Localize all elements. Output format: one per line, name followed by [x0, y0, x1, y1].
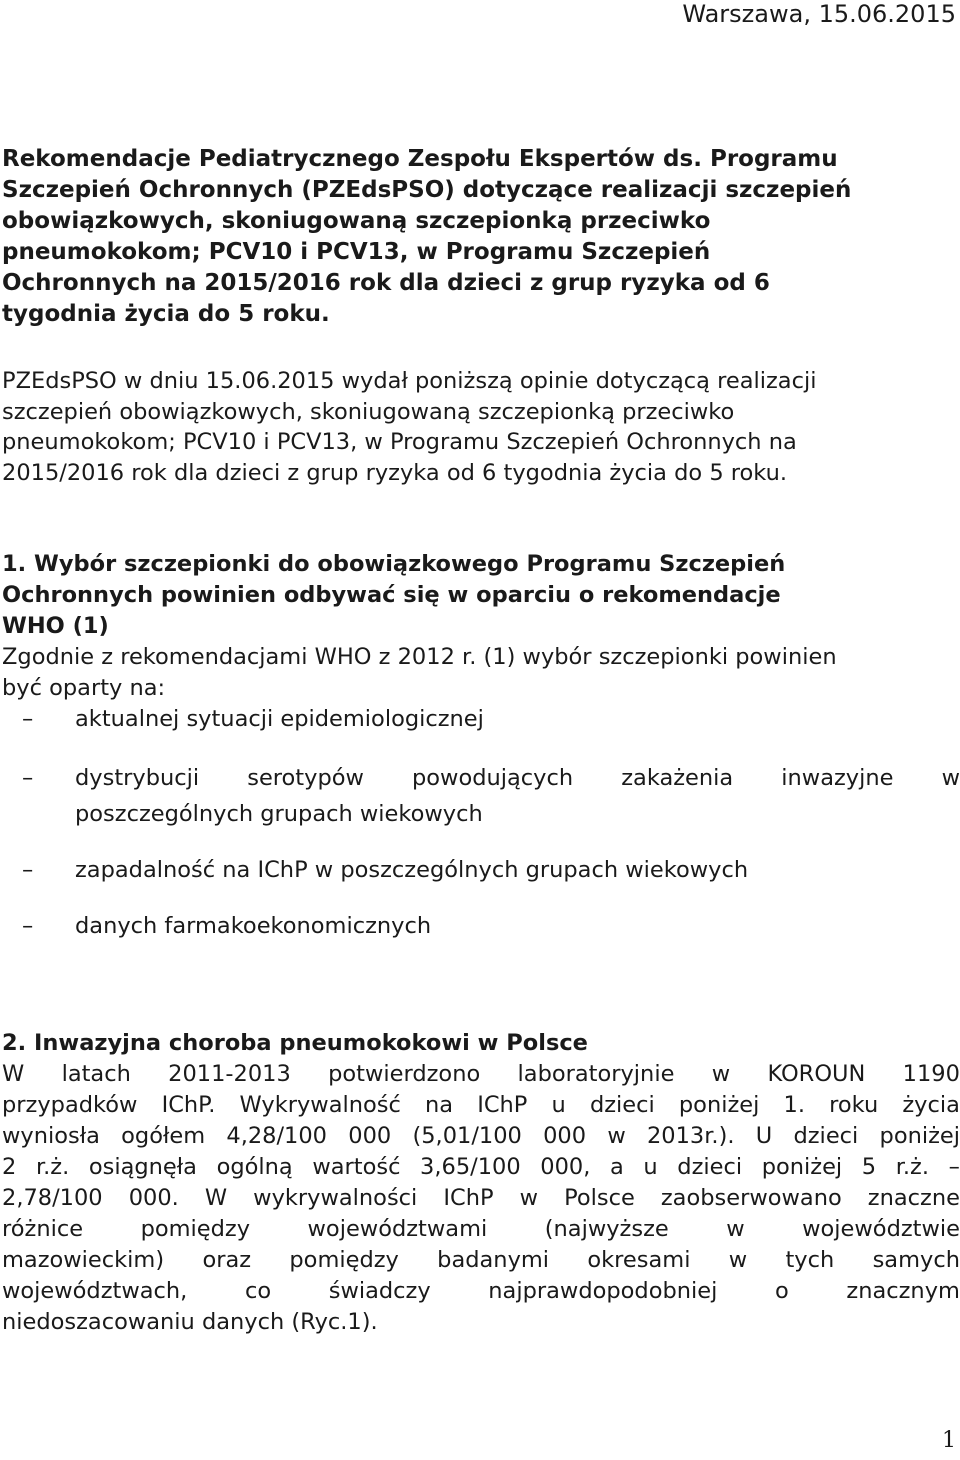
word: województwie: [802, 1216, 960, 1242]
paragraph-line: [2, 1059, 960, 1090]
word: zaobserwowano: [660, 1185, 842, 1211]
section-1-body-line: Zgodnie z rekomendacjami WHO z 2012 r. (1) wybór szczepionki powinien: [2, 644, 837, 670]
section-1-heading: [2, 549, 960, 642]
word: 000,: [540, 1154, 591, 1180]
word: 1.: [783, 1092, 805, 1118]
title-line: Szczepień Ochronnych (PZEdsPSO) dotyczące realizacji szczepień: [2, 177, 852, 203]
word: różnice: [2, 1216, 84, 1242]
word: u: [643, 1154, 658, 1180]
word: osiągnęła: [88, 1154, 197, 1180]
word: 000: [543, 1123, 587, 1149]
section-2-heading-text: 2. Inwazyjna choroba pneumokokowi w Polsce: [2, 1030, 588, 1056]
paragraph-line: [2, 1214, 960, 1245]
word: r.ż.: [895, 1154, 930, 1180]
word: najprawdopodobniej: [488, 1278, 718, 1304]
word: IChP: [477, 1092, 528, 1118]
word: W: [204, 1185, 228, 1211]
word: U: [755, 1123, 773, 1149]
paragraph-line: [2, 1183, 960, 1214]
word: 1190: [902, 1061, 960, 1087]
section-1-heading-line: Ochronnych powinien odbywać się w oparciu o rekomendacje: [2, 582, 781, 608]
intro-line: PZEdsPSO w dniu 15.06.2015 wydał poniższą opinie dotyczącą realizacji: [2, 368, 817, 394]
section-1-body: [2, 642, 960, 704]
word: wartość: [312, 1154, 401, 1180]
word: w: [726, 1216, 745, 1242]
word: ogółem: [121, 1123, 206, 1149]
word: samych: [872, 1247, 960, 1273]
word: powodujących: [412, 765, 574, 791]
dash-bullet-icon: –: [22, 765, 34, 791]
list-item-text: zapadalność na IChP w poszczególnych grupach wiekowych: [75, 857, 749, 883]
word: u: [551, 1092, 566, 1118]
section-2-heading: [2, 1028, 960, 1059]
word: znaczne: [867, 1185, 960, 1211]
word: poniżej: [879, 1123, 960, 1149]
intro-paragraph: [2, 366, 932, 488]
section-1-body-line: być oparty na:: [2, 675, 166, 701]
intro-line: pneumokokom; PCV10 i PCV13, w Programu Szczepień Ochronnych na: [2, 429, 797, 455]
title-line: tygodnia życia do 5 roku.: [2, 301, 330, 327]
word: tych: [785, 1247, 835, 1273]
word: województwach,: [2, 1278, 188, 1304]
word: życia: [902, 1092, 960, 1118]
word: przypadków: [2, 1092, 138, 1118]
paragraph-line: [2, 1152, 960, 1183]
word: wyniosła: [2, 1123, 100, 1149]
intro-line: szczepień obowiązkowych, skoniugowaną szczepionką przeciwko: [2, 398, 735, 425]
intro-line: 2015/2016 rok dla dzieci z grup ryzyka od 6 tygodnia życia do 5 roku.: [2, 459, 788, 486]
word: potwierdzono: [328, 1061, 481, 1087]
word: poniżej: [678, 1092, 760, 1118]
word: okresami: [587, 1247, 691, 1273]
paragraph-line: [2, 1121, 960, 1152]
title-line: pneumokokom; PCV10 i PCV13, w Programu Szczepień: [2, 239, 711, 265]
word: 000: [348, 1123, 392, 1149]
word: 2: [2, 1154, 17, 1180]
document-title: [2, 144, 948, 330]
section-1-heading-line: 1. Wybór szczepionki do obowiązkowego Programu Szczepień: [2, 551, 786, 577]
word: Wykrywalność: [239, 1092, 401, 1118]
word: 2013r.).: [646, 1123, 735, 1149]
word: w: [519, 1185, 539, 1211]
word: zakażenia: [621, 765, 734, 791]
document-date: Warszawa, 15.06.2015: [682, 0, 956, 28]
word: inwazyjne: [781, 765, 894, 791]
list-item-text: aktualnej sytuacji epidemiologicznej: [75, 706, 484, 732]
word: a: [610, 1154, 624, 1180]
word: 3,65/100: [420, 1154, 521, 1180]
word: serotypów: [247, 765, 364, 791]
page-number: 1: [942, 1428, 956, 1453]
list-item-text-justified: [75, 763, 960, 794]
section-1: [2, 549, 960, 704]
dash-bullet-icon: –: [22, 857, 34, 883]
dash-bullet-icon: –: [22, 706, 34, 732]
word: IChP: [443, 1185, 494, 1211]
word: oraz: [202, 1247, 252, 1273]
word: 5: [861, 1154, 877, 1180]
word: co: [244, 1278, 272, 1304]
word: laboratoryjnie: [517, 1061, 675, 1087]
word: KOROUN: [767, 1061, 866, 1087]
paragraph-line: [2, 1276, 960, 1307]
word: o: [774, 1278, 789, 1304]
section-2: [2, 1028, 960, 1338]
word: pomiędzy: [289, 1247, 399, 1273]
title-line: obowiązkowych, skoniugowaną szczepionką przeciwko: [2, 208, 711, 234]
section-2-paragraph: [2, 1059, 960, 1338]
paragraph-line: [2, 1245, 960, 1276]
word: wykrywalności: [253, 1185, 418, 1211]
paragraph-line: [2, 1307, 960, 1338]
word: roku: [829, 1092, 879, 1118]
word: niedoszacowaniu danych (Ryc.1).: [2, 1309, 378, 1335]
word: IChP.: [161, 1092, 216, 1118]
word: poniżej: [761, 1154, 843, 1180]
word: mazowieckim): [2, 1247, 165, 1273]
word: pomiędzy: [140, 1216, 251, 1242]
word: (5,01/100: [412, 1123, 522, 1149]
paragraph-line: [2, 1090, 960, 1121]
word: W: [2, 1061, 25, 1087]
list-item-text-continued: poszczególnych grupach wiekowych: [75, 801, 483, 827]
word: dzieci: [677, 1154, 743, 1180]
word: 2011-2013: [168, 1061, 291, 1087]
word: 000.: [128, 1185, 179, 1211]
word: (najwyższe: [544, 1216, 669, 1242]
word: dzieci: [793, 1123, 859, 1149]
word: województwami: [307, 1216, 488, 1242]
list-item-text: danych farmakoekonomicznych: [75, 913, 432, 939]
word: dzieci: [589, 1092, 655, 1118]
word: ogólną: [216, 1154, 293, 1180]
word: w: [728, 1247, 748, 1273]
word: –: [948, 1154, 960, 1180]
word: na: [425, 1092, 454, 1118]
dash-bullet-icon: –: [22, 913, 34, 939]
word: świadczy: [328, 1278, 431, 1304]
title-line: Ochronnych na 2015/2016 rok dla dzieci z grup ryzyka od 6: [2, 270, 770, 296]
word: latach: [61, 1061, 131, 1087]
word: r.ż.: [35, 1154, 70, 1180]
section-1-heading-line: WHO (1): [2, 613, 109, 639]
word: 2,78/100: [2, 1185, 103, 1211]
word: badanymi: [437, 1247, 550, 1273]
word: w: [607, 1123, 626, 1149]
title-line: Rekomendacje Pediatrycznego Zespołu Ekspertów ds. Programu: [2, 146, 838, 172]
word: dystrybucji: [75, 765, 200, 791]
word: Polsce: [564, 1185, 635, 1211]
word: 4,28/100: [226, 1123, 327, 1149]
word: znacznym: [846, 1278, 960, 1304]
word: w: [711, 1061, 731, 1087]
word: w: [941, 765, 960, 791]
